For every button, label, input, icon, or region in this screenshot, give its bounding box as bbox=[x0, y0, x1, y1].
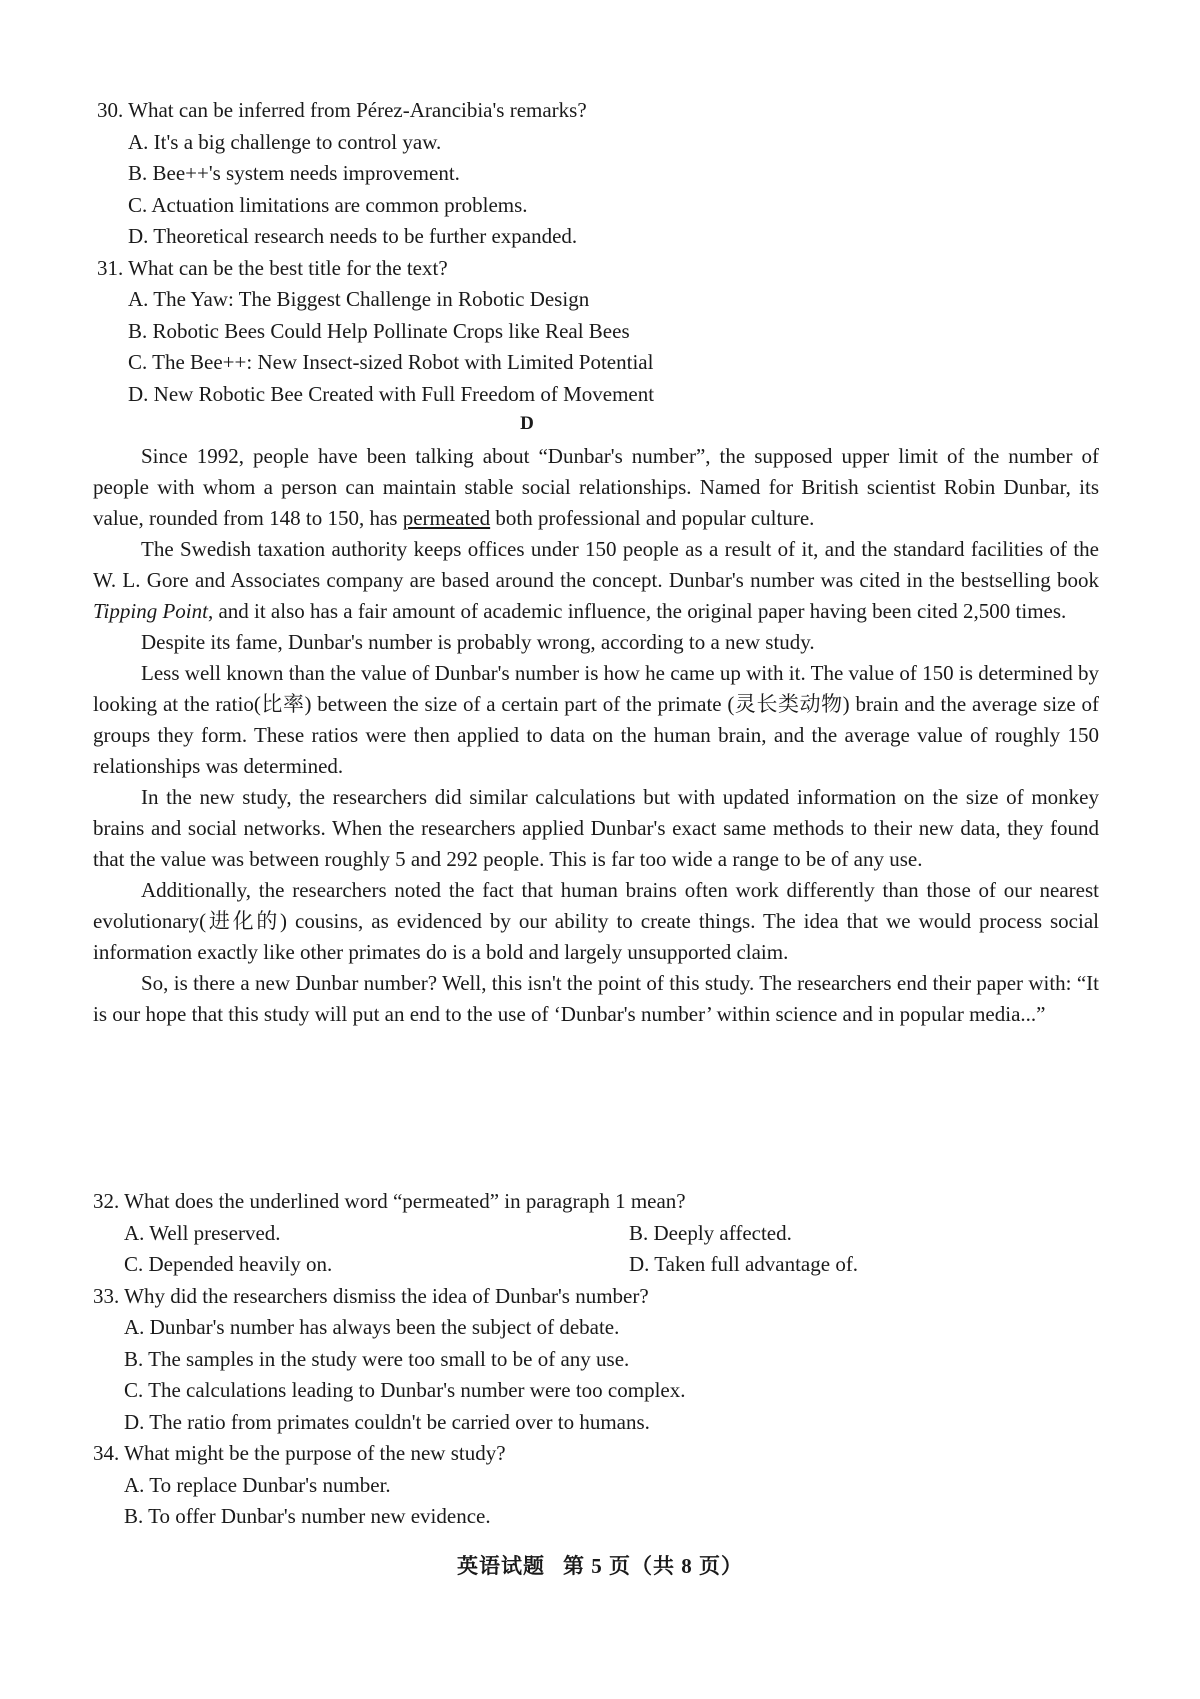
question-32-option-b: B. Deeply affected. bbox=[629, 1220, 792, 1245]
paragraph-2-text-end: , and it also has a fair amount of academic influence, the original paper having been cited 2,500 times. bbox=[207, 599, 1067, 623]
footer-subject: 英语试题 bbox=[457, 1554, 545, 1578]
book-title: Tipping Point bbox=[93, 599, 208, 623]
question-30-stem: 30. What can be inferred from Pérez-Arancibia's remarks? bbox=[97, 98, 587, 122]
paragraph-1-text-start: Since 1992, people have been talking about “Dunbar's number”, the supposed upper limit of the number of people with whom a person can maintain stable social relationships. Named for British scientist Robin Dunbar, its value, rounded from 148 to 150, has bbox=[93, 444, 1099, 530]
question-31-option-d: D. New Robotic Bee Created with Full Freedom of Movement bbox=[128, 381, 655, 406]
paragraph-5: In the new study, the researchers did similar calculations but with updated information on the size of monkey brains and social networks. When the researchers applied Dunbar's exact same methods to their new data, they found that the value was between roughly 5 and 292 people. This is far too wide a range to be of any use. bbox=[93, 785, 1099, 871]
paragraph-7: So, is there a new Dunbar number? Well, this isn't the point of this study. The researchers end their paper with: “It is our hope that this study will put an end to the use of ‘Dunbar's number’ within science and in popular media...” bbox=[93, 971, 1099, 1026]
footer-page-number: 第 5 页（共 8 页） bbox=[563, 1554, 743, 1578]
question-31-option-a: A. The Yaw: The Biggest Challenge in Robotic Design bbox=[128, 287, 590, 311]
paragraph-2 bbox=[93, 534, 1099, 627]
paragraph-6: Additionally, the researchers noted the fact that human brains often work differently than those of our nearest evolutionary(进化的) cousins, as evidenced by our ability to create things. The idea that we would process social information exactly like other primates do is a bold and largely unsupported claim. bbox=[93, 878, 1099, 964]
paragraph-3: Despite its fame, Dunbar's number is probably wrong, according to a new study. bbox=[141, 630, 815, 654]
paragraph-2-text-start: The Swedish taxation authority keeps offices under 150 people as a result of it, and the standard facilities of the W. L. Gore and Associates company are based around the concept. Dunbar's number was cited in the bestselling book bbox=[93, 537, 1099, 592]
passage-label: D bbox=[520, 413, 534, 434]
question-32-options-row-2 bbox=[93, 1249, 1103, 1281]
page-footer bbox=[0, 1550, 1200, 1580]
question-30-option-d: D. Theoretical research needs to be further expanded. bbox=[128, 224, 578, 248]
question-30-option-a: A. It's a big challenge to control yaw. bbox=[128, 129, 442, 154]
question-30-option-c: C. Actuation limitations are common problems. bbox=[128, 192, 528, 217]
question-33-stem: 33. Why did the researchers dismiss the idea of Dunbar's number? bbox=[93, 1283, 649, 1308]
question-33-option-a: A. Dunbar's number has always been the subject of debate. bbox=[124, 1315, 620, 1339]
question-32-stem: 32. What does the underlined word “permeated” in paragraph 1 mean? bbox=[93, 1189, 686, 1213]
passage-d bbox=[93, 441, 1099, 1030]
question-32-option-d: D. Taken full advantage of. bbox=[629, 1252, 859, 1276]
question-34-stem: 34. What might be the purpose of the new study? bbox=[93, 1441, 506, 1465]
question-32-option-c: C. Depended heavily on. bbox=[124, 1252, 333, 1276]
question-30-option-b: B. Bee++'s system needs improvement. bbox=[128, 161, 460, 185]
questions-32-34 bbox=[93, 1186, 1103, 1533]
question-31-stem: 31. What can be the best title for the text? bbox=[97, 255, 448, 280]
paragraph-4: Less well known than the value of Dunbar's number is how he came up with it. The value of 150 is determined by looking at the ratio(比率) between the size of a certain part of the primate (灵长类动物) brain and the average size of groups they form. These ratios were then applied to data on the human brain, and the average value of roughly 150 relationships was determined. bbox=[93, 661, 1099, 778]
paragraph-1-text-end: both professional and popular culture. bbox=[490, 506, 815, 530]
questions-30-31 bbox=[97, 95, 817, 438]
underlined-word: permeated bbox=[402, 506, 491, 530]
question-31-option-b: B. Robotic Bees Could Help Pollinate Crops like Real Bees bbox=[128, 318, 630, 343]
question-33-option-c: C. The calculations leading to Dunbar's number were too complex. bbox=[124, 1378, 686, 1402]
question-33-option-d: D. The ratio from primates couldn't be carried over to humans. bbox=[124, 1409, 650, 1434]
question-34-option-a: A. To replace Dunbar's number. bbox=[124, 1472, 391, 1497]
question-33-option-b: B. The samples in the study were too small to be of any use. bbox=[124, 1346, 630, 1371]
question-32-option-a: A. Well preserved. bbox=[124, 1220, 281, 1245]
paragraph-1 bbox=[93, 441, 1099, 534]
question-32-options-row-1 bbox=[93, 1218, 1103, 1250]
question-31-option-c: C. The Bee++: New Insect-sized Robot with Limited Potential bbox=[128, 350, 654, 374]
question-34-option-b: B. To offer Dunbar's number new evidence. bbox=[124, 1504, 491, 1528]
